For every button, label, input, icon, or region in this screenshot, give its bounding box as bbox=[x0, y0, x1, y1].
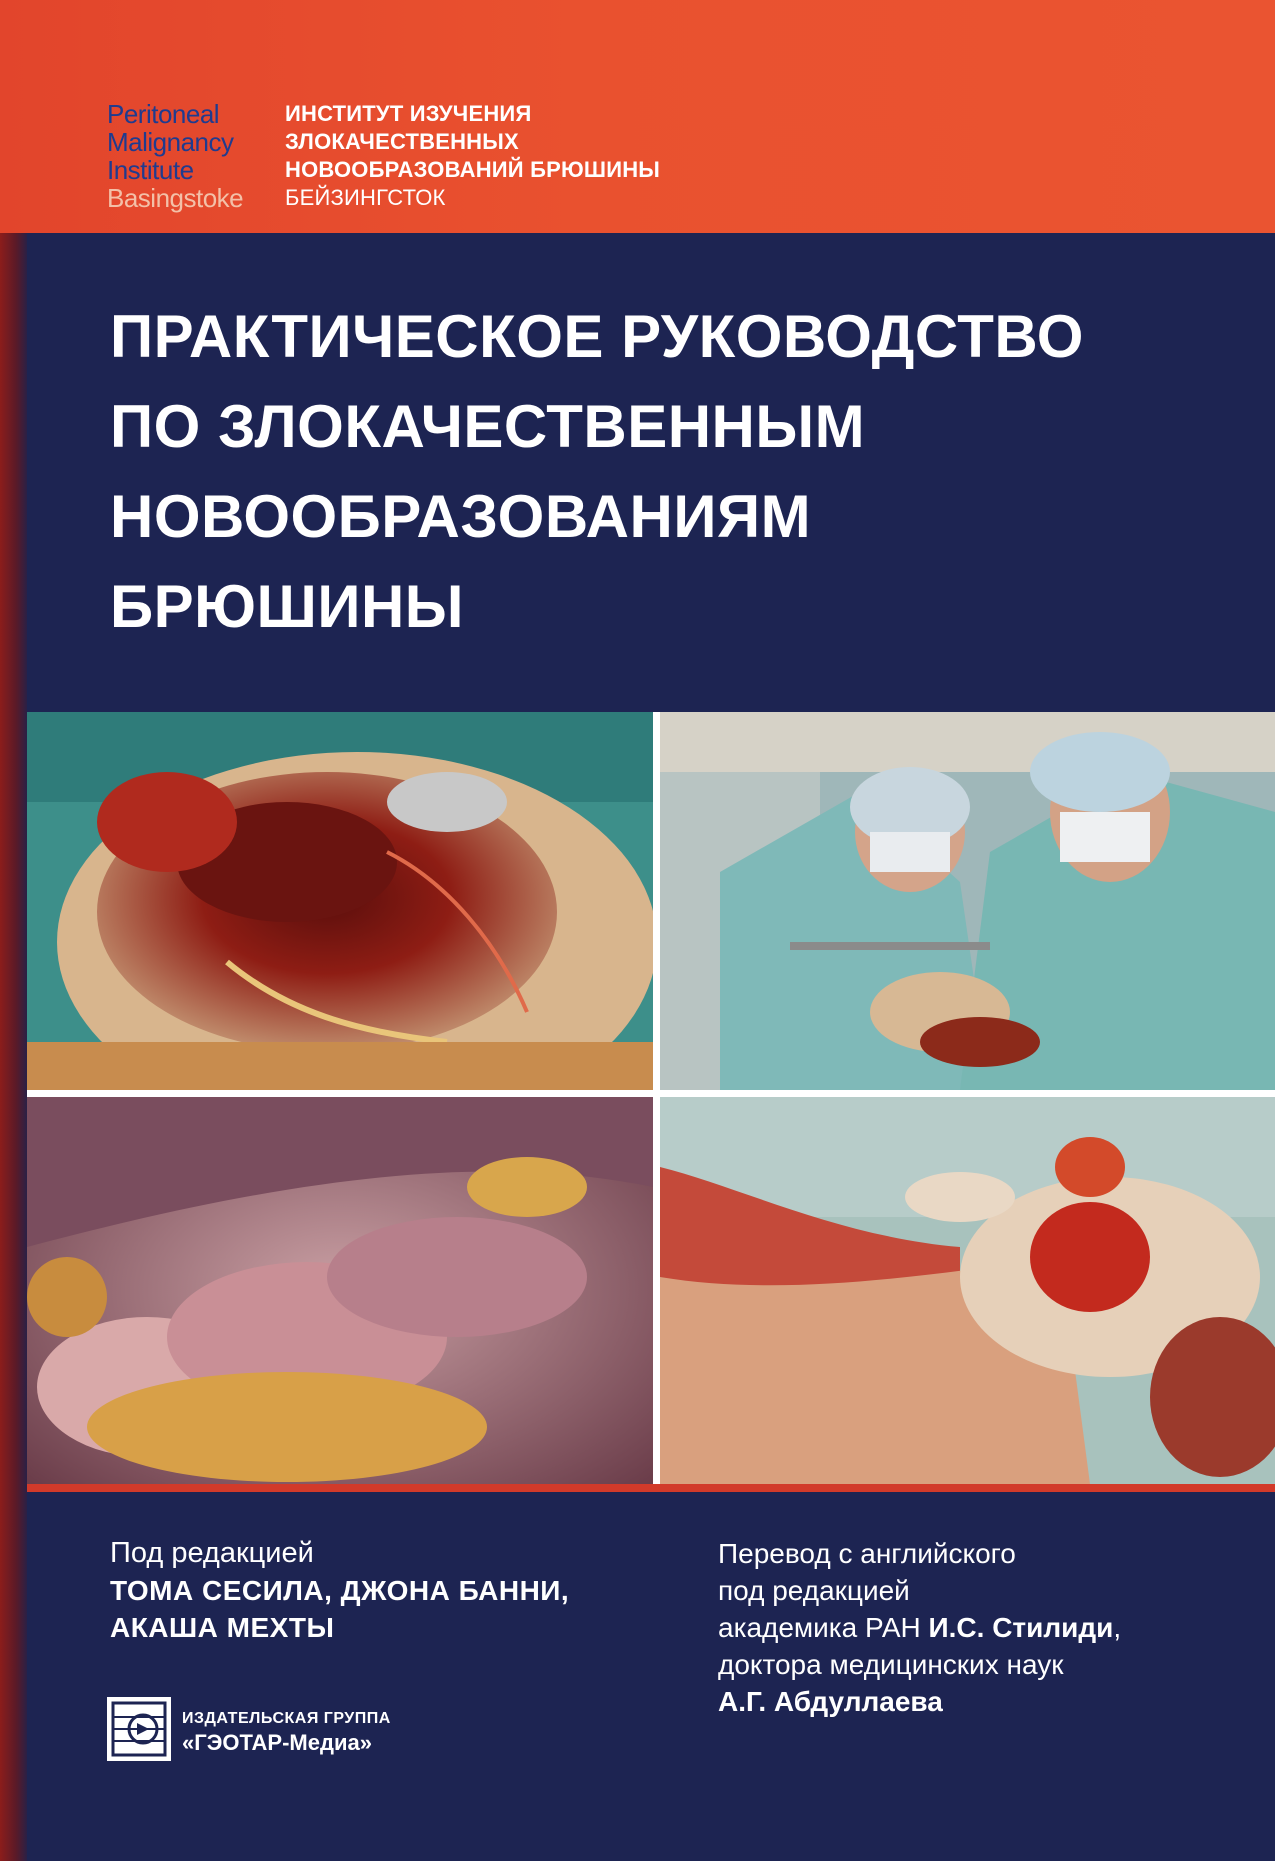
editors-label: Под редакцией bbox=[110, 1537, 314, 1569]
translation-title: академика РАН bbox=[718, 1612, 929, 1643]
logo-line: Malignancy bbox=[107, 127, 234, 157]
title-line: ПРАКТИЧЕСКОЕ РУКОВОДСТВО bbox=[110, 303, 1084, 370]
translation-line bbox=[718, 1609, 1121, 1646]
institute-name-line: ЗЛОКАЧЕСТВЕННЫХ bbox=[285, 129, 519, 154]
institute-name-line: ИНСТИТУТ ИЗУЧЕНИЯ bbox=[285, 101, 532, 126]
institute-logo bbox=[107, 100, 243, 212]
institute-name-line: НОВООБРАЗОВАНИЙ БРЮШИНЫ bbox=[285, 157, 661, 182]
logo-line: Institute bbox=[107, 155, 194, 185]
surgery-photo-laparoscopy bbox=[27, 1097, 653, 1484]
surgery-photo-abdomen bbox=[27, 712, 653, 1090]
institute-name bbox=[285, 100, 660, 212]
logo-line: Basingstoke bbox=[107, 183, 244, 213]
publisher-brand: «ГЭОТАР-Медиа» bbox=[182, 1730, 372, 1755]
surgery-photo-specimen bbox=[660, 1097, 1275, 1484]
translation-punct: , bbox=[1113, 1612, 1122, 1643]
translation-block bbox=[718, 1535, 1121, 1720]
header-band bbox=[0, 0, 1275, 233]
translation-line: Перевод с английского bbox=[718, 1538, 1016, 1569]
title-line: ПО ЗЛОКАЧЕСТВЕННЫМ bbox=[110, 393, 866, 460]
title-line: НОВООБРАЗОВАНИЯМ bbox=[110, 483, 812, 550]
book-title bbox=[110, 292, 1210, 652]
editors-names: ТОМА СЕСИЛА, ДЖОНА БАННИ, bbox=[110, 1575, 570, 1606]
title-line: БРЮШИНЫ bbox=[110, 573, 465, 640]
translation-editor-name: И.С. Стилиди bbox=[928, 1612, 1114, 1643]
editors-names: АКАША МЕХТЫ bbox=[110, 1612, 335, 1643]
editors-block bbox=[110, 1535, 569, 1646]
divider-rule bbox=[27, 1484, 1275, 1492]
photo-grid bbox=[27, 712, 1275, 1484]
publisher-group-label: ИЗДАТЕЛЬСКАЯ ГРУППА bbox=[182, 1710, 391, 1727]
translation-line: под редакцией bbox=[718, 1575, 910, 1606]
publisher-logo-icon bbox=[107, 1697, 171, 1761]
publisher-name bbox=[182, 1708, 391, 1756]
surgery-photo-surgeons bbox=[660, 712, 1275, 1090]
logo-line: Peritoneal bbox=[107, 99, 220, 129]
translation-line bbox=[718, 1683, 1121, 1720]
translation-line: доктора медицинских наук bbox=[718, 1649, 1064, 1680]
institute-name-line: БЕЙЗИНГСТОК bbox=[285, 185, 446, 210]
spine-strip bbox=[0, 233, 27, 1861]
translation-editor-name: А.Г. Абдуллаева bbox=[718, 1686, 943, 1717]
